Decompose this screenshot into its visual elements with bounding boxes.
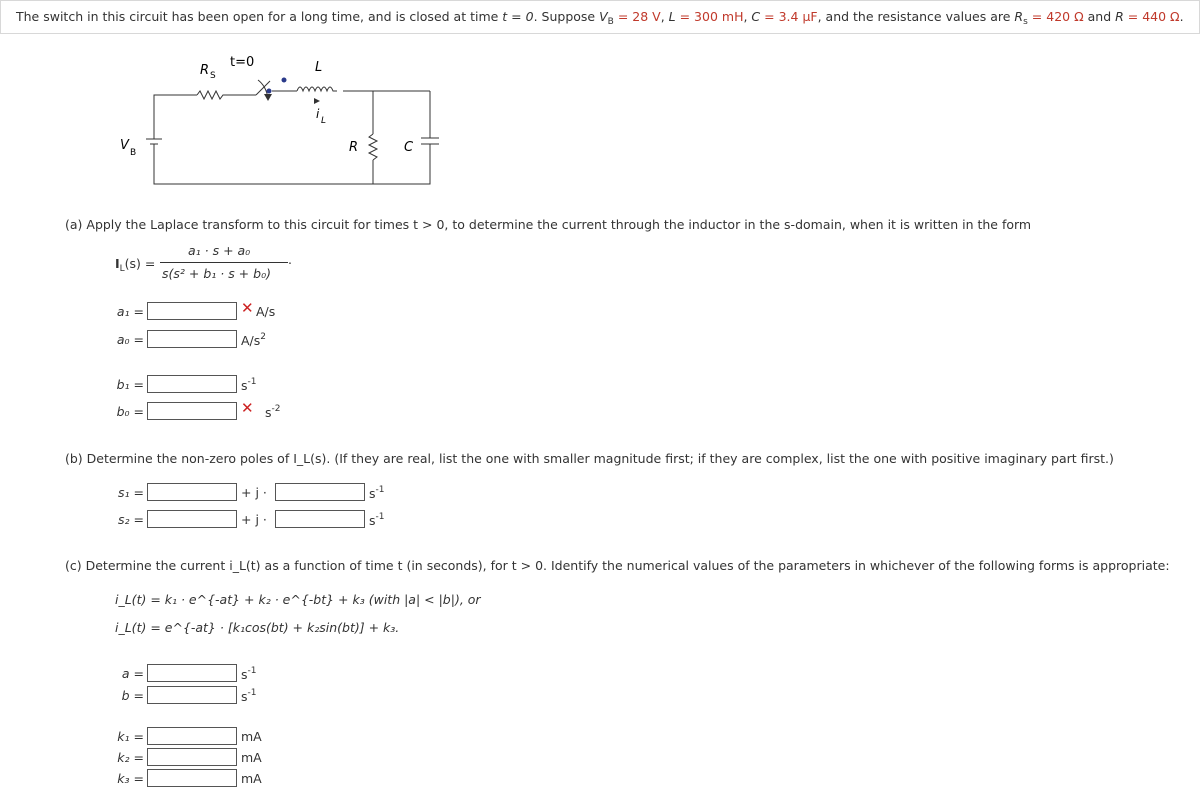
vb-value: = 28 V: [617, 9, 661, 24]
a0-unit-exponent: 2: [260, 332, 267, 342]
circuit-vb-label: V: [120, 138, 129, 153]
s1-unit-base: s: [369, 486, 376, 501]
b1-input[interactable]: [147, 375, 237, 393]
il-symbol: I: [115, 256, 120, 271]
b-unit-base: s: [241, 689, 248, 704]
circuit-il-subscript: L: [321, 116, 327, 126]
a0-unit-base: A/s: [241, 333, 261, 348]
rs-resistor: [197, 91, 256, 99]
a0-input[interactable]: [147, 330, 237, 348]
b-input[interactable]: [147, 686, 237, 704]
part-c-prompt: (c) Determine the current i_L(t) as a function of time t (in seconds), for t > 0. Identify the numerical values of the parameters in whichever of the following forms is appropriate:: [65, 558, 1170, 573]
intro-time: t = 0: [502, 9, 534, 24]
s1-imag-input[interactable]: [275, 483, 365, 501]
form-1: i_L(t) = k₁ · e^{-at} + k₂ · e^{-bt} + k₃ (with |a| < |b|), or: [115, 592, 481, 607]
s1-unit-exponent: -1: [375, 485, 385, 495]
b0-label: b₀ =: [116, 404, 144, 419]
part-b-prompt: (b) Determine the non-zero poles of I_L(s). (If they are real, list the one with smaller magnitude first; if they are complex, list the one with positive imaginary part first.): [65, 451, 1114, 466]
circuit-r-label: R: [349, 140, 359, 155]
switch-arrowhead: [264, 94, 272, 101]
fraction-period: .: [288, 252, 292, 267]
part-a-prompt: (a) Apply the Laplace transform to this circuit for times t > 0, to determine the current through the inductor in the s-domain, when it is written in the form: [65, 217, 1032, 232]
r-resistor: [369, 134, 377, 160]
a-input[interactable]: [147, 664, 237, 682]
r-value: = 440 Ω: [1127, 9, 1180, 24]
a1-input[interactable]: [147, 302, 237, 320]
a0-label: a₀ =: [116, 332, 144, 347]
fraction-bar: [160, 262, 288, 263]
problem-statement-bar: [0, 0, 1200, 34]
k3-input[interactable]: [147, 769, 237, 787]
b-unit-exponent: -1: [247, 688, 257, 698]
circuit-c-label: C: [404, 140, 414, 155]
b0-unit-exponent: -2: [271, 404, 281, 414]
fraction-numerator: a₁ · s + a₀: [188, 243, 251, 258]
s1-label: s₁ =: [118, 485, 144, 500]
a1-label: a₁ =: [116, 304, 144, 319]
c-symbol: C: [751, 9, 761, 24]
b-unit: [241, 688, 257, 704]
r-symbol: R: [1115, 9, 1124, 24]
rs-value: = 420 Ω: [1031, 9, 1084, 24]
circuit-rs-subscript: S: [210, 71, 216, 81]
cross-mark-icon: ✕: [241, 299, 254, 317]
l-symbol: L: [668, 9, 676, 24]
res-intro: , and the resistance values are: [817, 9, 1015, 24]
k3-unit: mA: [241, 771, 262, 786]
b1-unit-base: s: [241, 378, 248, 393]
s1-real-input[interactable]: [147, 483, 237, 501]
c-value: = 3.4 μF: [764, 9, 818, 24]
circuit-diagram: [0, 34, 520, 194]
b1-unit-exponent: -1: [247, 377, 257, 387]
k2-input[interactable]: [147, 748, 237, 766]
s2-plus-j: + j ·: [241, 512, 267, 527]
cross-mark-icon: ✕: [241, 399, 254, 417]
a-unit-base: s: [241, 667, 248, 682]
form-2: i_L(t) = e^{-at} · [k₁cos(bt) + k₂sin(bt)] + k₃.: [115, 620, 400, 635]
circuit-vb-subscript: B: [130, 148, 137, 158]
a1-unit: A/s: [256, 304, 276, 319]
s2-label: s₂ =: [118, 512, 144, 527]
il-lhs-tail: (s) =: [124, 256, 156, 271]
circuit-l-label: L: [315, 60, 323, 75]
k1-unit: mA: [241, 729, 262, 744]
vb-symbol: V: [599, 9, 608, 24]
k1-input[interactable]: [147, 727, 237, 745]
switch-contact: [267, 89, 272, 94]
current-arrow: [314, 98, 320, 104]
intro-text: The switch in this circuit has been open for a long time, and is closed at time: [16, 9, 503, 24]
circuit-il-label: i: [316, 107, 320, 121]
s2-real-input[interactable]: [147, 510, 237, 528]
il-lhs: [115, 256, 155, 274]
and-text: and: [1083, 9, 1116, 24]
k2-unit: mA: [241, 750, 262, 765]
k2-label: k₂ =: [117, 750, 144, 765]
rs-subscript: s: [1023, 17, 1028, 27]
b-label: b =: [121, 688, 144, 703]
circuit-rs-label: R: [200, 63, 210, 78]
left-wire: [154, 95, 197, 134]
period: .: [1179, 9, 1184, 24]
b0-unit: [265, 404, 281, 420]
problem-statement: The switch in this circuit has been open for a long time, and is closed at time t = 0. Suppose $V_B = 28$ V, L = 300 mH, C = 3.4 μF, and the resistance values are $R_s = 420$ Ω and R = 440 Ω.: [16, 9, 1184, 27]
a-label: a =: [121, 666, 144, 681]
circuit-switch-label: t=0: [230, 55, 255, 70]
rs-symbol: R: [1014, 9, 1024, 24]
k3-label: k₃ =: [117, 771, 144, 786]
fraction-denominator: s(s² + b₁ · s + b₀): [162, 266, 271, 281]
switch-contact: [282, 78, 287, 83]
s2-imag-input[interactable]: [275, 510, 365, 528]
inductor: [297, 87, 337, 91]
s1-unit: [369, 485, 385, 501]
vb-subscript: B: [607, 17, 614, 27]
b1-label: b₁ =: [116, 377, 144, 392]
l-value: = 300 mH: [679, 9, 744, 24]
intro-suppose: . Suppose: [533, 9, 600, 24]
il-subscript: L: [119, 264, 125, 274]
b1-unit: [241, 377, 257, 393]
s2-unit-exponent: -1: [375, 512, 385, 522]
a0-unit: [241, 332, 266, 348]
a-unit: [241, 666, 257, 682]
k1-label: k₁ =: [117, 729, 144, 744]
s2-unit: [369, 512, 385, 528]
b0-unit-base: s: [265, 405, 272, 420]
s2-unit-base: s: [369, 513, 376, 528]
b0-input[interactable]: [147, 402, 237, 420]
s1-plus-j: + j ·: [241, 485, 267, 500]
a-unit-exponent: -1: [247, 666, 257, 676]
